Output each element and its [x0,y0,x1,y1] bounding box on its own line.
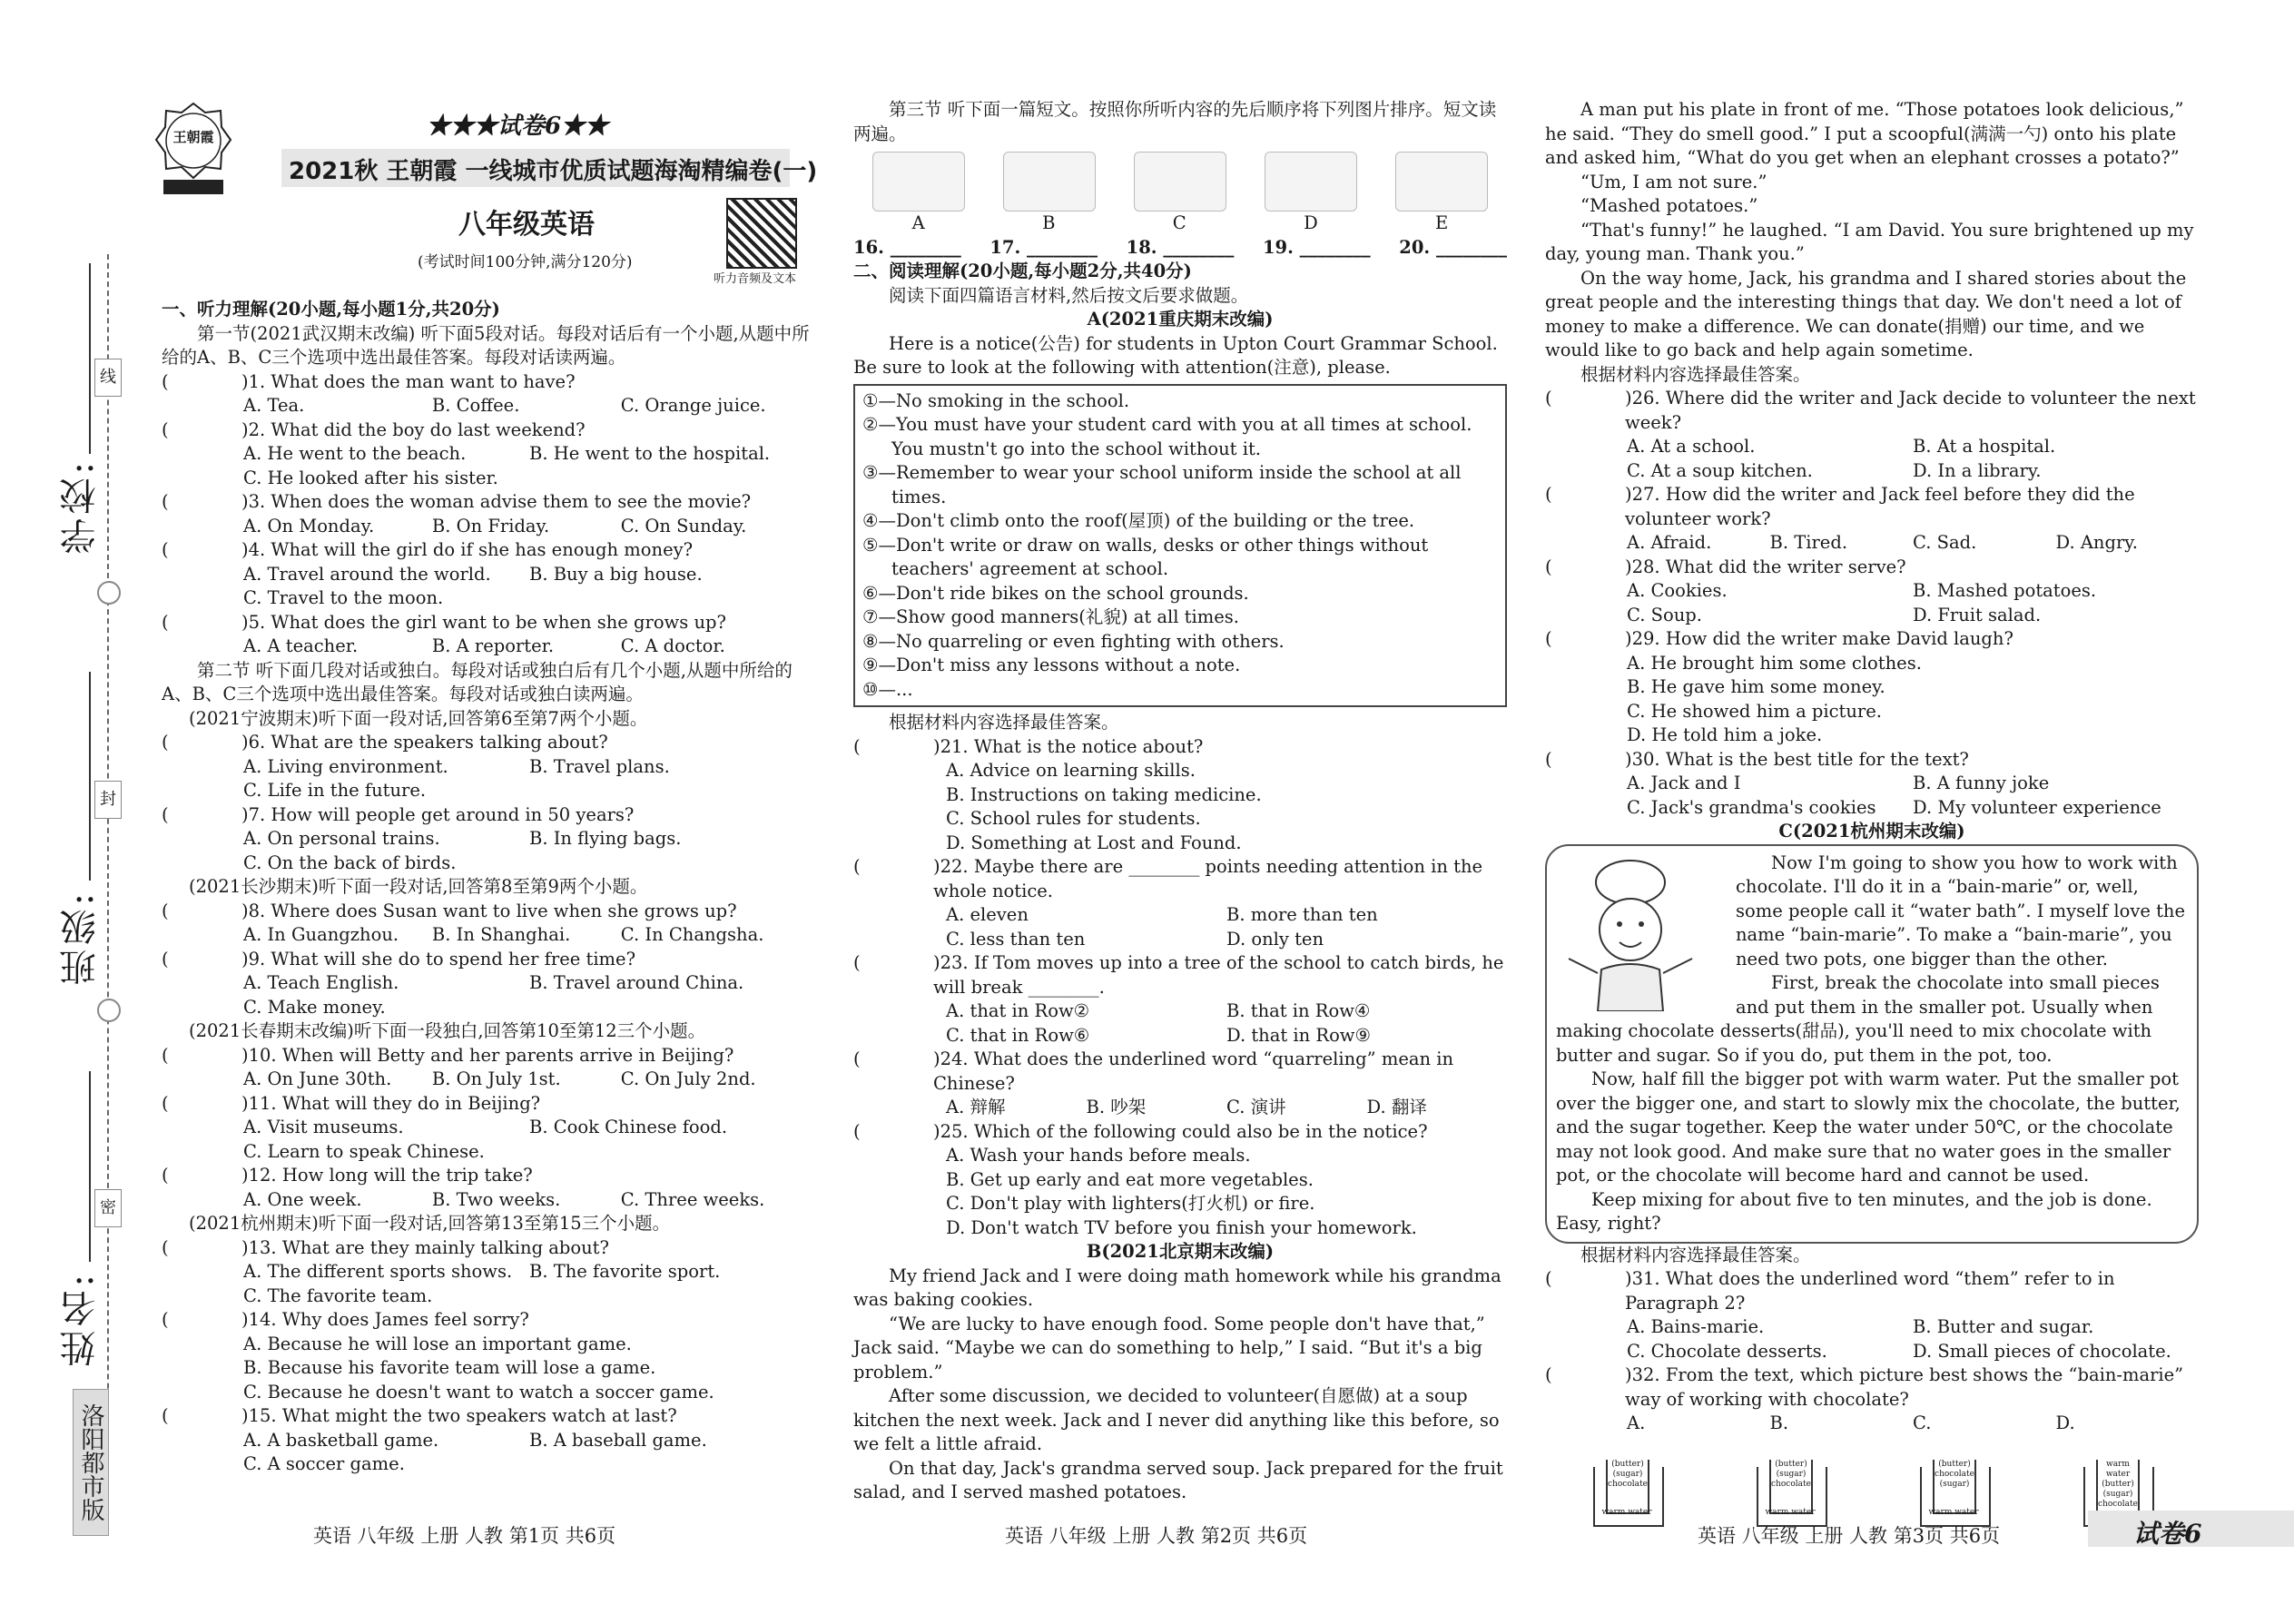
notice-item: ①—No smoking in the school. [862,389,1130,411]
question-11: ( )11. What will they do in Beijing? [162,1092,541,1114]
question-source: (2021宁波期末)听下面一段对话,回答第6至第7两个小题。 [189,707,648,729]
options: A. In Guangzhou. B. In Shanghai. C. In Changsha. [243,924,764,945]
question-3: ( )3. When does the woman advise them to see the movie? [162,491,752,512]
question-7: ( )7. How will people get around in 50 years? [162,803,635,825]
name-field[interactable] [89,1071,91,1262]
qr-caption: 听力音频及文本 [714,272,797,286]
question-15: ( )15. What might the two speakers watch at last? [162,1405,677,1426]
question-26: ( )26. Where did the writer and Jack decide to volunteer the next week? [1545,388,2196,433]
chef-illustration [1556,851,1728,1011]
page-footer-3: 英语 八年级 上册 人教 第3页 共6页 [1698,1525,2001,1547]
page-footer-1: 英语 八年级 上册 人教 第1页 共6页 [313,1525,616,1547]
passage-a-intro: Here is a notice(公告) for students in Upton Court Grammar School. Be sure to look at the following with attention(注意), please. [853,332,1498,378]
choose-instruction: 根据材料内容选择最佳答案。 [889,712,1119,733]
options: A. Living environment. B. Travel plans. C. Life in the future. [243,755,670,801]
question-4: ( )4. What will the girl do if she has enough money? [162,539,694,560]
passage-c-paragraph: Now, half fill the bigger pot with warm water. Put the smaller pot over the bigger one, and start to slowly mix the chocolate, the butter, and the sugar together. Keep the water under 50℃, or the chocolate may not look good. And make sure that no water goes in the smaller pot, or the chocolate will become hard and cannot be used. [1556,1068,2181,1186]
options: A. Teach English. B. Travel around China. C. Make money. [243,972,744,1018]
speech-bubble [1545,844,2199,1244]
birthday-cake-picture [872,152,965,212]
options: A. Bains-marie. B. Butter and sugar. C. Chocolate desserts. D. Small pieces of chocolate. [1627,1316,2171,1362]
brand-logo [153,100,234,200]
notice-item: ⑤—Don't write or draw on walls, desks or other things without teachers' agreement at school. [862,534,1429,579]
section-instruction: 第二节 听下面几段对话或独白。每段对话或独白后有几个小题,从题中所给的A、B、C三个选项中选出最佳答案。每段对话或独白读两遍。 [162,659,793,704]
column-3 [1545,98,2199,1527]
passage-b-paragraph: “We are lucky to have enough food. Some people don't have that,” Jack said. “Maybe we can do something to help,” I said. “But it's a big problem.” [853,1313,1485,1383]
passage-c-paragraph: Now I'm going to show you how to work with chocolate. I'll do it in a “bain-marie” or, well, some people call it “water bath”. I myself love the name “bain-marie”. To make a “bain-marie”, you need two pots, one bigger than the other. [1736,851,2186,969]
question-22: ( )22. Maybe there are ________ points needing attention in the whole notice. [853,856,1483,901]
options: A. eleven B. more than ten C. less than ten D. only ten [946,904,1378,950]
class-field[interactable] [89,672,91,881]
choose-instruction: 根据材料内容选择最佳答案。 [1580,1244,1811,1265]
question-31: ( )31. What does the underlined word “them” refer to in Paragraph 2? [1545,1268,2115,1314]
subject-title: 八年级英语 [458,209,595,241]
options: A. One week. B. Two weeks. C. Three weeks. [243,1188,765,1210]
notice-item: ⑧—No quarreling or even fighting with others. [862,630,1285,652]
beach-picture [1395,152,1488,212]
passage-b-paragraph: A man put his plate in front of me. “Those potatoes look delicious,” he said. “They do smell good.” I put a scoopful(满满一勺) onto his plate and asked him, “What do you get when an elephant crosses a potato?” [1545,99,2184,168]
beaker-d: warm water (butter) (sugar) chocolate [2078,1445,2156,1527]
answer-blanks[interactable]: 16. ________ 17. ________ 18. ________ 19. ________ 20. ________ [853,236,1507,258]
column-2 [853,98,1507,1505]
options: A. A basketball game. B. A baseball game. C. A soccer game. [243,1429,707,1474]
exam-tag-footer: 试卷6 [2133,1519,2202,1549]
exam-info: (考试时间100分钟,满分120分) [418,253,633,271]
options: A. Advice on learning skills. B. Instructions on taking medicine. C. School rules for students. D. Something at Lost and Found. [946,760,1262,853]
question-9: ( )9. What will she do to spend her free time? [162,948,636,969]
options: A. B. C. D. [1627,1412,2075,1433]
children-group-picture [1134,152,1226,212]
part-heading: 二、阅读理解(20小题,每小题2分,共40分) [853,261,1192,281]
beaker-a: (butter) (sugar) chocolate warm water [1588,1445,1666,1527]
question-source: (2021长春期末改编)听下面一段独白,回答第10至第12三个小题。 [189,1020,706,1041]
question-1: ( )1. What does the man want to have? [162,370,576,392]
shopping-center-picture [1003,152,1096,212]
reading-instruction: 阅读下面四篇语言材料,然后按文后要求做题。 [889,284,1249,306]
choose-instruction: 根据材料内容选择最佳答案。 [1580,363,1811,385]
cut-line [107,254,109,1525]
binding-margin [0,0,136,1624]
question-27: ( )27. How did the writer and Jack feel before they did the volunteer work? [1545,484,2135,529]
question-10: ( )10. When will Betty and her parents arrive in Beijing? [162,1044,734,1066]
options: A. Travel around the world. B. Buy a big house. C. Travel to the moon. [243,563,703,608]
notice-item: ③—Remember to wear your school uniform inside the school at all times. [862,462,1462,507]
passage-b-title: B(2021北京期末改编) [1086,1241,1275,1262]
binding-word-line: 线 [94,359,122,397]
options: A. Cookies. B. Mashed potatoes. C. Soup. D. Fruit salad. [1627,580,2097,625]
picture-labels: A B C D E [911,212,1449,233]
notice-item: ②—You must have your student card with you at all times at school. You mustn't go into the school without it. [862,414,1472,459]
column-1 [162,298,815,1477]
binding-hole [97,581,121,605]
class-label: 班级: [60,890,102,986]
question-5: ( )5. What does the girl want to be when she grows up? [162,611,726,633]
options: A. A teacher. B. A reporter. C. A doctor. [243,635,725,656]
question-2: ( )2. What did the boy do last weekend? [162,418,586,440]
exam-tag: ★★★试卷6★★ [427,113,609,140]
notice-box [853,384,1507,708]
part-heading: 一、听力理解(20小题,每小题1分,共20分) [162,299,500,320]
notice-item: ④—Don't climb onto the roof(屋顶) of the building or the tree. [862,510,1415,531]
passage-c-paragraph: Keep mixing for about five to ten minutes, and the job is done. Easy, right? [1556,1188,2152,1234]
options: A. Because he will lose an important game. B. Because his favorite team will lose a game. C. Because he doesn't want to watch a soccer game. [243,1333,714,1403]
options: A. Wash your hands before meals. B. Get up early and eat more vegetables. C. Don't play with lighters(打火机) or fire. D. Don't watch TV before you finish your homework. [946,1145,1417,1238]
question-12: ( )12. How long will the trip take? [162,1165,533,1186]
edition-badge: 洛阳都市版 [73,1389,109,1536]
section-instruction: 第三节 听下面一篇短文。按照你所听内容的先后顺序将下列图片排序。短文读两遍。 [853,99,1497,144]
question-25: ( )25. Which of the following could also be in the notice? [853,1120,1428,1142]
notice-item: ⑦—Show good manners(礼貌) at all times. [862,606,1239,627]
options: A. At a school. B. At a hospital. C. At a soup kitchen. D. In a library. [1627,436,2056,481]
question-8: ( )8. Where does Susan want to live when she grows up? [162,900,737,921]
options: A. On personal trains. B. In flying bags. C. On the back of birds. [243,828,682,873]
options: A. The different sports shows. B. The favorite sport. C. The favorite team. [243,1261,721,1306]
passage-b-paragraph: My friend Jack and I were doing math homework while his grandma was baking cookies. [853,1265,1501,1310]
series-title: 2021秋 王朝霞 一线城市优质试题海淘精编卷(一) [289,158,818,185]
picture-row [853,152,1507,212]
page-footer-2: 英语 八年级 上册 人教 第2页 共6页 [1005,1525,1308,1547]
question-28: ( )28. What did the writer serve? [1545,556,1906,577]
question-21: ( )21. What is the notice about? [853,735,1204,757]
options: A. that in Row② B. that in Row④ C. that in Row⑥ D. that in Row⑨ [946,1000,1371,1046]
passage-b-paragraph: “Mashed potatoes.” [1580,195,1758,216]
question-source: (2021长沙期末)听下面一段对话,回答第8至第9两个小题。 [189,876,648,897]
binding-word-secret: 密 [94,1189,122,1227]
passage-b-paragraph: “That's funny!” he laughed. “I am David. You sure brightened up my day, young man. Thank you.” [1545,219,2194,264]
options: A. Tea. B. Coffee. C. Orange juice. [243,395,766,416]
school-field[interactable] [89,263,91,454]
question-13: ( )13. What are they mainly talking about? [162,1236,609,1258]
question-29: ( )29. How did the writer make David laugh? [1545,628,2013,649]
question-24: ( )24. What does the underlined word “quarreling” mean in Chinese? [853,1048,1454,1094]
beaker-c: (butter) chocolate (sugar) warm water [1915,1445,1993,1527]
question-14: ( )14. Why does James feel sorry? [162,1309,529,1330]
passage-c-paragraph: First, break the chocolate into small pieces and put them in the smaller pot. Usually when making chocolate desserts(甜品), you'll need to mix chocolate with butter and sugar. So if you do, put them in the pot, too. [1556,972,2160,1066]
notice-item: ⑨—Don't miss any lessons without a note. [862,655,1241,675]
qr-code[interactable] [726,198,797,269]
passage-b-paragraph: On the way home, Jack, his grandma and I shared stories about the great people and the interesting things that day. We don't need a lot of money to make a difference. We can donate(捐赠) our time, and we would like to go back and help again sometime. [1545,267,2187,360]
airplane-picture [1265,152,1357,212]
passage-b-paragraph: After some discussion, we decided to volunteer(自愿做) at a soup kitchen the next week. Jack and I never did anything like this before, so we felt a little afraid. [853,1385,1500,1454]
section-instruction: 第一节(2021武汉期末改编) 听下面5段对话。每段对话后有一个小题,从题中所给的A、B、C三个选项中选出最佳答案。每段对话读两遍。 [162,322,810,368]
passage-a-title: A(2021重庆期末改编) [1087,309,1274,330]
question-30: ( )30. What is the best title for the text? [1545,748,1969,770]
notice-item: ⑥—Don't ride bikes on the school grounds. [862,582,1249,604]
options: A. He brought him some clothes. B. He gave him some money. C. He showed him a picture. D. He told him a joke. [1627,652,1922,745]
notice-item: ⑩—... [862,678,913,700]
binding-word-seal: 封 [94,781,122,819]
passage-b-paragraph: On that day, Jack's grandma served soup. Jack prepared for the fruit salad, and I served mashed potatoes. [853,1457,1503,1502]
options: A. 辩解 B. 吵架 C. 演讲 D. 翻译 [946,1097,1427,1117]
school-label: 学校: [60,458,102,555]
passage-c-title: C(2021杭州期末改编) [1778,821,1965,842]
name-label: 姓名: [60,1271,102,1367]
question-6: ( )6. What are the speakers talking about? [162,732,608,753]
options: A. On June 30th. B. On July 1st. C. On July 2nd. [243,1068,756,1089]
brand-name: 王朝霞 [172,129,214,145]
beaker-b: (butter) (sugar) chocolate warm water [1751,1445,1829,1527]
options: A. Visit museums. B. Cook Chinese food. C. Learn to speak Chinese. [243,1117,728,1162]
question-23: ( )23. If Tom moves up into a tree of the school to catch birds, he will break ________. [853,952,1504,998]
options: A. Jack and I B. A funny joke C. Jack's grandma's cookies D. My volunteer experience [1627,773,2161,818]
options: A. He went to the beach. B. He went to the hospital. C. He looked after his sister. [243,443,771,488]
question-source: (2021杭州期末)听下面一段对话,回答第13至第15三个小题。 [189,1213,671,1234]
options: A. On Monday. B. On Friday. C. On Sunday. [243,515,747,536]
binding-hole [97,999,121,1022]
passage-b-paragraph: “Um, I am not sure.” [1580,171,1767,192]
options: A. Afraid. B. Tired. C. Sad. D. Angry. [1627,532,2138,553]
question-32: ( )32. From the text, which picture best shows the “bain-marie” way of working with chocolate? [1545,1364,2184,1410]
